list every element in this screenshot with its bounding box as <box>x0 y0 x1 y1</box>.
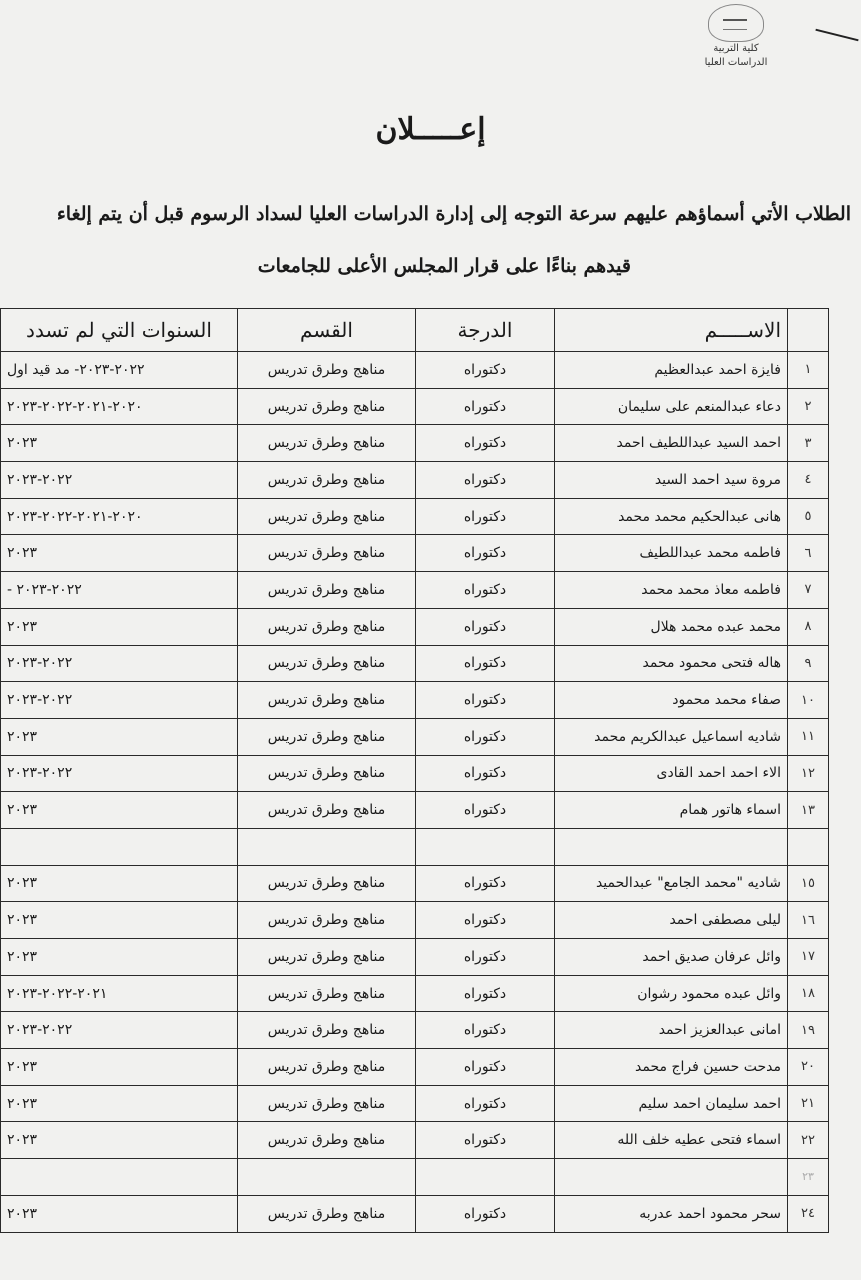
department: مناهج وطرق تدريس <box>238 645 416 682</box>
degree: دكتوراه <box>416 1195 555 1232</box>
table-row <box>1 939 829 976</box>
student-name: هانى عبدالحكيم محمد محمد <box>555 498 788 535</box>
degree: دكتوراه <box>416 645 555 682</box>
degree: دكتوراه <box>416 535 555 572</box>
table-row <box>1 792 829 829</box>
row-number: ١٦ <box>788 902 829 939</box>
row-number: ٨ <box>788 608 829 645</box>
table-row <box>1 718 829 755</box>
table-row <box>1 1012 829 1049</box>
intro-paragraph <box>21 188 851 292</box>
unpaid-years: ٢٠٢٢-٢٠٢٣ <box>1 1012 238 1049</box>
table-row <box>1 462 829 499</box>
unpaid-years: ٢٠٢١-٢٠٢٢-٢٠٢٣ <box>1 975 238 1012</box>
department: مناهج وطرق تدريس <box>238 1195 416 1232</box>
degree: دكتوراه <box>416 498 555 535</box>
table-row <box>1 535 829 572</box>
department: مناهج وطرق تدريس <box>238 975 416 1012</box>
student-name: ليلى مصطفى احمد <box>555 902 788 939</box>
student-name: دعاء عبدالمنعم على سليمان <box>555 388 788 425</box>
header-years: السنوات التي لم تسدد <box>1 309 238 352</box>
department: مناهج وطرق تدريس <box>238 718 416 755</box>
degree: دكتوراه <box>416 352 555 389</box>
unpaid-years: ٢٠٢٢-٢٠٢٣ <box>1 682 238 719</box>
student-name: فايزة احمد عبدالعظيم <box>555 352 788 389</box>
student-name: اسماء هاتور همام <box>555 792 788 829</box>
department: مناهج وطرق تدريس <box>238 682 416 719</box>
table-row <box>1 388 829 425</box>
department: مناهج وطرق تدريس <box>238 388 416 425</box>
unpaid-years: ٢٠٢٢-٢٠٢٣ <box>1 645 238 682</box>
student-name: احمد السيد عبداللطيف احمد <box>555 425 788 462</box>
header-name: الاســـــم <box>555 309 788 352</box>
degree: دكتوراه <box>416 939 555 976</box>
degree: دكتوراه <box>416 425 555 462</box>
table-row <box>1 975 829 1012</box>
student-name: امانى عبدالعزيز احمد <box>555 1012 788 1049</box>
department: مناهج وطرق تدريس <box>238 755 416 792</box>
letterhead <box>681 4 791 70</box>
table-row <box>1 902 829 939</box>
department: مناهج وطرق تدريس <box>238 498 416 535</box>
degree: دكتوراه <box>416 975 555 1012</box>
student-name: هاله فتحى محمود محمد <box>555 645 788 682</box>
unpaid-years: ٢٠٢٣ <box>1 608 238 645</box>
department: مناهج وطرق تدريس <box>238 792 416 829</box>
row-number: ٢ <box>788 388 829 425</box>
row-number: ٢٤ <box>788 1195 829 1232</box>
student-name <box>555 1159 788 1196</box>
intro-line-2: قيدهم بناءًا على قرار المجلس الأعلى للجامعات <box>257 255 631 277</box>
degree <box>416 1159 555 1196</box>
row-number: ١٨ <box>788 975 829 1012</box>
unpaid-years <box>1 1159 238 1196</box>
department: مناهج وطرق تدريس <box>238 865 416 902</box>
table-row <box>1 425 829 462</box>
unpaid-years: ٢٠٢٣ <box>1 1049 238 1086</box>
page-title: إعـــــلان <box>375 112 486 147</box>
row-number <box>788 828 829 865</box>
header-num <box>788 309 829 352</box>
degree: دكتوراه <box>416 755 555 792</box>
unpaid-years: ٢٠٢٣ <box>1 1195 238 1232</box>
department <box>238 1159 416 1196</box>
table-row <box>1 572 829 609</box>
table-row <box>1 828 829 865</box>
letterhead-department: الدراسات العليا <box>704 57 768 68</box>
header-department: القسم <box>238 309 416 352</box>
row-number: ٣ <box>788 425 829 462</box>
row-number: ٢٠ <box>788 1049 829 1086</box>
students-table <box>0 308 829 1233</box>
table-row <box>1 608 829 645</box>
unpaid-years: ٢٠٢٣ <box>1 1085 238 1122</box>
department: مناهج وطرق تدريس <box>238 535 416 572</box>
unpaid-years: ٢٠٢٣ <box>1 939 238 976</box>
department: مناهج وطرق تدريس <box>238 425 416 462</box>
degree <box>416 828 555 865</box>
table-row <box>1 682 829 719</box>
department: مناهج وطرق تدريس <box>238 1049 416 1086</box>
student-name: مروة سيد احمد السيد <box>555 462 788 499</box>
table-row <box>1 865 829 902</box>
degree: دكتوراه <box>416 792 555 829</box>
student-name: صفاء محمد محمود <box>555 682 788 719</box>
student-name: احمد سليمان احمد سليم <box>555 1085 788 1122</box>
student-name: محمد عبده محمد هلال <box>555 608 788 645</box>
row-number: ٤ <box>788 462 829 499</box>
degree: دكتوراه <box>416 865 555 902</box>
department: مناهج وطرق تدريس <box>238 462 416 499</box>
row-number: ٥ <box>788 498 829 535</box>
unpaid-years: ٢٠٢٢-٢٠٢٣ <box>1 755 238 792</box>
table-body <box>1 352 829 1233</box>
row-number: ١٠ <box>788 682 829 719</box>
table-row <box>1 645 829 682</box>
unpaid-years: ٢٠٢٣ <box>1 425 238 462</box>
department: مناهج وطرق تدريس <box>238 1122 416 1159</box>
unpaid-years: - ٢٠٢٢-٢٠٢٣ <box>1 572 238 609</box>
student-name: الاء احمد احمد القادى <box>555 755 788 792</box>
row-number: ١٢ <box>788 755 829 792</box>
university-logo-icon <box>708 4 764 42</box>
department <box>238 828 416 865</box>
student-name: وائل عبده محمود رشوان <box>555 975 788 1012</box>
table-row <box>1 755 829 792</box>
table-row <box>1 1122 829 1159</box>
degree: دكتوراه <box>416 608 555 645</box>
row-number: ١٣ <box>788 792 829 829</box>
unpaid-years: ٢٠٢٣ <box>1 792 238 829</box>
table-row <box>1 1049 829 1086</box>
unpaid-years: ٢٠٢٢-٢٠٢٣- مد قيد اول <box>1 352 238 389</box>
row-number: ١٩ <box>788 1012 829 1049</box>
intro-line-1: الطلاب الأتي أسماؤهم عليهم سرعة التوجه إلى إدارة الدراسات العليا لسداد الرسوم قبل أن يتم إلغاء <box>56 203 851 225</box>
row-number: ٢١ <box>788 1085 829 1122</box>
row-number: ١ <box>788 352 829 389</box>
degree: دكتوراه <box>416 1122 555 1159</box>
unpaid-years: ٢٠٢٠-٢٠٢١-٢٠٢٢-٢٠٢٣ <box>1 388 238 425</box>
row-number: ٧ <box>788 572 829 609</box>
unpaid-years <box>1 828 238 865</box>
table-row <box>1 1159 829 1196</box>
student-name: فاطمه محمد عبداللطيف <box>555 535 788 572</box>
unpaid-years: ٢٠٢٣ <box>1 535 238 572</box>
department: مناهج وطرق تدريس <box>238 1085 416 1122</box>
student-name: اسماء فتحى عطيه خلف الله <box>555 1122 788 1159</box>
degree: دكتوراه <box>416 718 555 755</box>
table-row <box>1 498 829 535</box>
degree: دكتوراه <box>416 902 555 939</box>
table-header-row <box>1 309 829 352</box>
letterhead-faculty: كلية التربية <box>713 43 759 54</box>
student-name: شاديه اسماعيل عبدالكريم محمد <box>555 718 788 755</box>
department: مناهج وطرق تدريس <box>238 572 416 609</box>
unpaid-years: ٢٠٢٣ <box>1 865 238 902</box>
header-degree: الدرجة <box>416 309 555 352</box>
table-row <box>1 352 829 389</box>
student-name: مدحت حسين فراج محمد <box>555 1049 788 1086</box>
department: مناهج وطرق تدريس <box>238 608 416 645</box>
student-name <box>555 828 788 865</box>
row-number: ٢٣ <box>788 1159 829 1196</box>
degree: دكتوراه <box>416 388 555 425</box>
student-name: سحر محمود احمد عدربه <box>555 1195 788 1232</box>
row-number: ٦ <box>788 535 829 572</box>
degree: دكتوراه <box>416 1085 555 1122</box>
degree: دكتوراه <box>416 682 555 719</box>
unpaid-years: ٢٠٢٣ <box>1 902 238 939</box>
row-number: ١٥ <box>788 865 829 902</box>
department: مناهج وطرق تدريس <box>238 1012 416 1049</box>
unpaid-years: ٢٠٢٢-٢٠٢٣ <box>1 462 238 499</box>
unpaid-years: ٢٠٢٠-٢٠٢١-٢٠٢٢-٢٠٢٣ <box>1 498 238 535</box>
degree: دكتوراه <box>416 462 555 499</box>
row-number: ١١ <box>788 718 829 755</box>
student-name: وائل عرفان صديق احمد <box>555 939 788 976</box>
degree: دكتوراه <box>416 1012 555 1049</box>
degree: دكتوراه <box>416 1049 555 1086</box>
table-row <box>1 1195 829 1232</box>
degree: دكتوراه <box>416 572 555 609</box>
department: مناهج وطرق تدريس <box>238 352 416 389</box>
student-name: شاديه "محمد الجامع" عبدالحميد <box>555 865 788 902</box>
department: مناهج وطرق تدريس <box>238 902 416 939</box>
pen-mark <box>815 29 858 42</box>
table-row <box>1 1085 829 1122</box>
student-name: فاطمه معاذ محمد محمد <box>555 572 788 609</box>
department: مناهج وطرق تدريس <box>238 939 416 976</box>
unpaid-years: ٢٠٢٣ <box>1 718 238 755</box>
row-number: ٢٢ <box>788 1122 829 1159</box>
row-number: ١٧ <box>788 939 829 976</box>
row-number: ٩ <box>788 645 829 682</box>
unpaid-years: ٢٠٢٣ <box>1 1122 238 1159</box>
